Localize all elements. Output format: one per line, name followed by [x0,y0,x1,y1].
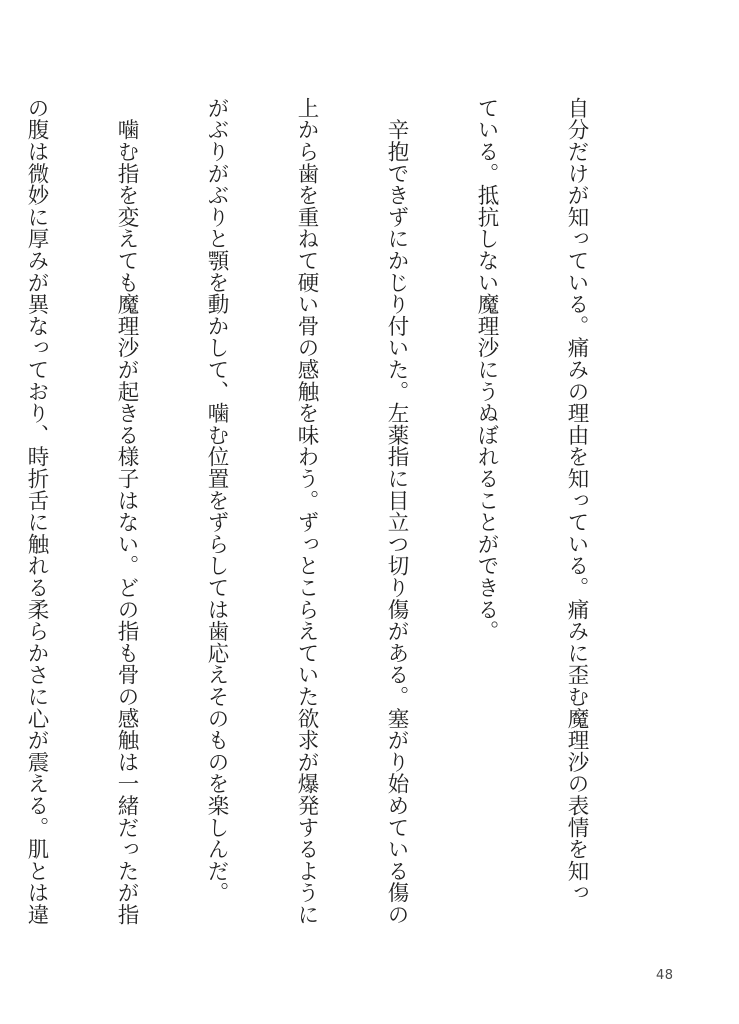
page-number: 48 [656,968,674,983]
text-line: 自分だけが知っている。痛みの理由を知っている。痛みに歪む魔理沙の表情を知っ [564,97,589,904]
text-line: の腹は微妙に厚みが異なっており、時折舌に触れる柔らかさに心が震える。肌とは違 [24,97,49,926]
text-line: 辛抱できずにかじり付いた。左薬指に目立つ切り傷がある。塞がり始めている傷の [384,97,409,926]
text-line: 噛む指を変えても魔理沙が起きる様子はない。どの指も骨の感触は一緒だったが指 [114,97,139,926]
text-line: 上から歯を重ねて硬い骨の感触を味わう。ずっとこらえていた欲求が爆発するように [294,97,319,926]
vertical-text-body [0,97,651,957]
text-line: がぶりがぶりと顎を動かして、噛む位置をずらしては歯応えそのものを楽しんだ。 [204,97,229,904]
text-line: ている。抵抗しない魔理沙にうぬぼれることができる。 [474,97,499,642]
